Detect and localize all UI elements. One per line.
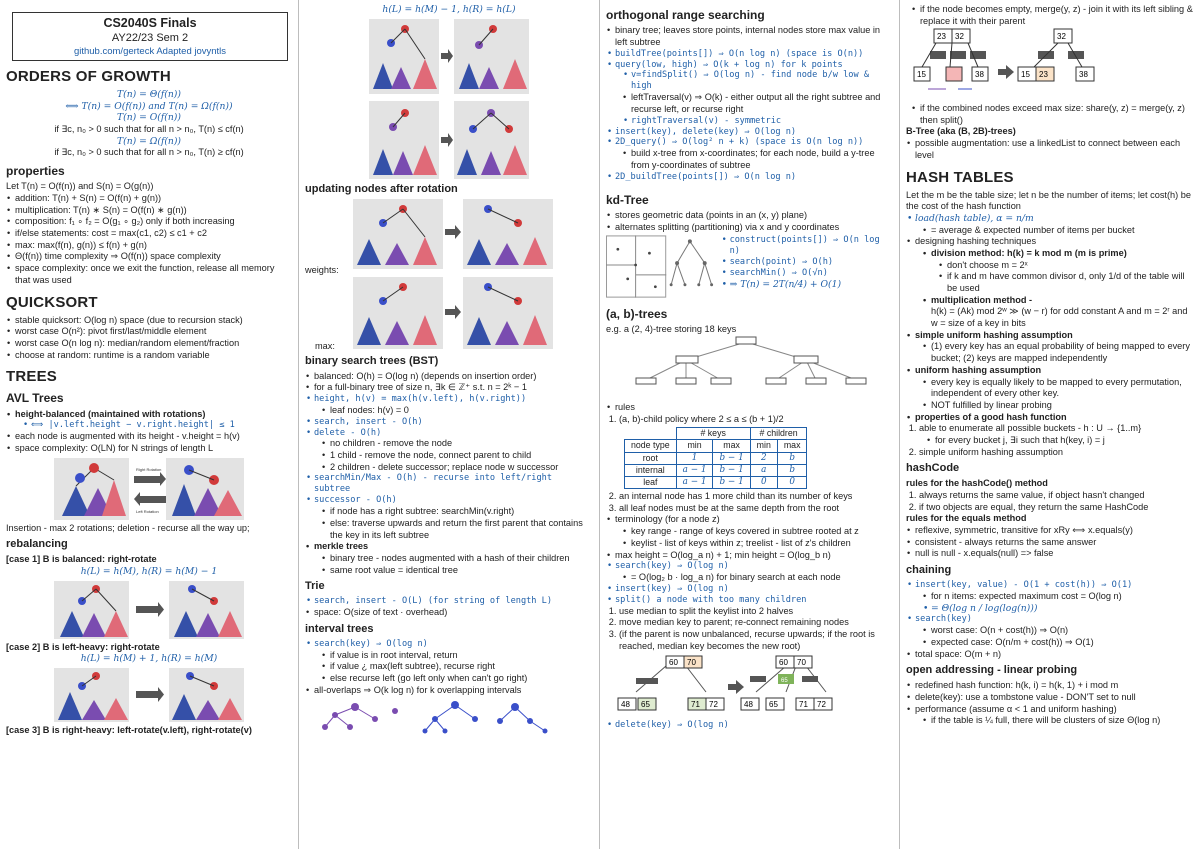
list-item: • properties of a good hash function [915, 412, 1194, 424]
table-row [625, 464, 807, 476]
rotation-label-left: Left Rotation [136, 508, 159, 514]
list-item: • max height = O(log_a n) + 1; min height = O(log_b n) [615, 550, 893, 562]
column-1 [0, 0, 298, 849]
list-item: • query(low, high) ⇒ O(k + log n) for k points [615, 60, 893, 71]
updating-nodes-figure [305, 199, 593, 351]
case-3-figure [305, 19, 593, 179]
table-cell: a [750, 464, 777, 476]
case-3-equation: h(L) = h(M) − 1, h(R) = h(L) [382, 4, 516, 15]
course-title: CS2040S Finals [103, 16, 197, 30]
list-item: • for a full-binary tree of size n, ∃k ∈ ℤ⁺ s.t. n = 2ᵏ − 1 [314, 382, 593, 394]
hash-list [906, 213, 1194, 423]
equals-rules-label: rules for the equals method [906, 513, 1027, 524]
delete-list [606, 720, 893, 731]
list-item: • height-balanced (maintained with rotations) [15, 409, 292, 421]
list-item: • every key is equally likely to be mapped to every permutation, independent of every other key. [931, 377, 1194, 400]
properties-intro: Let T(n) = O(f(n)) and S(n) = O(g(n)) [6, 181, 154, 192]
list-item: • search(key) ⇒ O(log n) [615, 561, 893, 572]
ab-trees-heading: (a, b)-trees [606, 307, 668, 322]
list-item: • addition: T(n) + S(n) = O(f(n) + g(n)) [15, 193, 292, 205]
list-item: • buildTree(points[]) ⇒ O(n log n) (space is O(n)) [615, 49, 893, 60]
table-header: max [777, 440, 807, 452]
split-key: 60 [669, 658, 678, 668]
rules-list [606, 402, 893, 414]
list-item: • successor - O(h) [314, 495, 593, 506]
list-item: • key range - range of keys covered in subtree rooted at z [631, 526, 893, 538]
column-3 [600, 0, 899, 849]
list-item: • redefined hash function: h(k, i) = h(k, 1) + i mod m [915, 680, 1194, 692]
list-item: • performance (assume α < 1 and uniform hashing) [915, 704, 1194, 716]
avl-list [6, 409, 292, 455]
rotation-figure [6, 458, 292, 520]
kd-tree-heading: kd-Tree [606, 192, 649, 207]
kd-tree-figure [606, 235, 715, 301]
case-2-equation: h(L) = h(M) + 1, h(R) = h(M) [80, 653, 218, 665]
list-item: • for every bucket j, ∃i such that h(key, i) = j [935, 435, 1194, 447]
list-item: 2. simple uniform hashing assumption [919, 447, 1194, 459]
list-item: • insert(key) ⇒ O(log n) [615, 584, 893, 595]
split-key: 60 [779, 658, 788, 668]
table-cell: a − 1 [676, 476, 713, 488]
list-item: • worst case O(n log n): median/random element/fraction [15, 338, 292, 350]
semester-label: AY22/23 Sem 2 [111, 31, 189, 44]
bst-heading: binary search trees (BST) [305, 354, 439, 367]
open-addressing-heading: open addressing - linear probing [906, 664, 1078, 677]
list-item: 1. use median to split the keylist into 2 halves [619, 606, 893, 618]
list-item: • space complexity: O(LN) for N strings of length L [15, 443, 292, 455]
ab-example: e.g. a (2, 4)-tree storing 18 keys [606, 324, 737, 335]
chaining-heading: chaining [906, 564, 952, 577]
table-header: # keys [676, 428, 750, 440]
list-item: • multiplication method - [931, 295, 1194, 307]
trie-heading: Trie [305, 580, 325, 593]
list-item: • consistent - always returns the same answer [915, 537, 1194, 549]
growth-def: ⟺ T(n) = O(f(n)) and T(n) = Ω(f(n)) [65, 100, 233, 112]
interval-tree-figure [305, 697, 585, 737]
case-2-figure [6, 668, 292, 722]
list-item: • worst case: O(n + cost(h)) ⇒ O(n) [931, 625, 1194, 637]
list-item: • search(key) [915, 614, 1194, 625]
list-item: • uniform hashing assumption [915, 365, 1194, 377]
table-header: min [750, 440, 777, 452]
case-1-figure [6, 581, 292, 639]
kd-list [606, 210, 893, 233]
table-cell: b − 1 [713, 464, 750, 476]
table-cell: b [777, 464, 807, 476]
split-key: 71 [799, 700, 808, 710]
merge-list [906, 4, 1194, 27]
list-item: 1. (a, b)-child policy where 2 ≤ a ≤ (b + 1)/2 [619, 414, 893, 426]
split-key: 65 [769, 700, 778, 710]
table-header: node type [625, 440, 677, 452]
interval-list [305, 639, 593, 697]
merge-key: 23 [1039, 70, 1048, 80]
list-item: • delete(key) ⇒ O(log n) [615, 720, 893, 731]
list-item: • possible augmentation: use a linkedList to connect between each level [915, 138, 1194, 161]
case-2-label: [case 2] B is left-heavy: right-rotate [6, 641, 160, 652]
list-item: • 2 children - delete successor; replace node w successor [330, 462, 593, 474]
list-item: • binary tree; leaves store points, internal nodes store max value in left subtree [615, 25, 893, 48]
list-item: • reflexive, symmetric, transitive for xRy ⟺ x.equals(y) [915, 525, 1194, 537]
list-item: 2. if two objects are equal, they return the same HashCode [919, 502, 1194, 514]
list-item: • if/else statements: cost = max(c1, c2) ≤ c1 + c2 [15, 228, 292, 240]
list-item: • max: max(f(n), g(n)) ≤ f(n) + g(n) [15, 240, 292, 252]
growth-def: T(n) = Θ(f(n)) [117, 88, 181, 100]
rules-ordered-list [606, 414, 893, 426]
list-item: • alternates splitting (partitioning) via x and y coordinates [615, 222, 893, 234]
list-item: • all-overlaps ⇒ O(k log n) for k overlapping intervals [314, 685, 593, 697]
list-item: • designing hashing techniques [915, 236, 1194, 248]
ab-terms-list [606, 514, 893, 605]
list-item: • if value is in root interval, return [330, 650, 593, 662]
properties-heading: properties [6, 164, 65, 179]
merge-key: 15 [1021, 70, 1030, 80]
hash-tables-heading: HASH TABLES [906, 168, 1014, 186]
list-item: • multiplication: T(n) ∗ S(n) = O(f(n) ∗ g(n)) [15, 205, 292, 217]
merge-key: 38 [1079, 70, 1088, 80]
table-cell: 1 [676, 452, 713, 464]
insertion-note: Insertion - max 2 rotations; deletion - recurse all the way up; [6, 522, 250, 533]
list-item: • simple uniform hashing assumption [915, 330, 1194, 342]
growth-def: if ∃c, n₀ > 0 such that for all n > n₀, T(n) ≤ cf(n) [54, 124, 244, 135]
table-header: # children [750, 428, 807, 440]
list-item: • 2D_query() ⇒ O(log² n + k) (space is O(n log n)) [615, 137, 893, 148]
split-key: 70 [797, 658, 806, 668]
bst-list [305, 371, 593, 577]
merge-key: 23 [937, 32, 946, 42]
growth-def: if ∃c, n₀ > 0 such that for all n > n₀, T(n) ≥ cf(n) [54, 147, 244, 158]
list-item: • delete(key): use a tombstone value - DON'T set to null [915, 692, 1194, 704]
list-item: • searchMin() ⇒ O(√n) [730, 268, 893, 279]
list-item: • stable quicksort: O(log n) space (due to recursion stack) [15, 315, 292, 327]
quicksort-heading: QUICKSORT [6, 293, 98, 311]
rotation-diagram [54, 458, 244, 520]
list-item: 2. move median key to parent; re-connect remaining nodes [619, 617, 893, 629]
case-1-label: [case 1] B is balanced: right-rotate [6, 554, 157, 565]
list-item: • = O(log₂ b · log_a n) for binary search at each node [631, 572, 893, 584]
list-item: 3. (if the parent is now unbalanced, recurse upwards; if the root is reached, median key becomes the new root) [619, 629, 893, 652]
list-item: 1. able to enumerate all possible buckets - h : U → {1..m} [919, 423, 1194, 435]
split-key: 48 [744, 700, 753, 710]
case-3-diagram [369, 19, 529, 179]
rebalancing-heading: rebalancing [6, 538, 68, 551]
trees-heading: TREES [6, 368, 58, 386]
list-item: • ⟺ |v.left.height − v.right.height| ≤ 1 [31, 420, 292, 431]
list-item: • NOT fulfilled by linear probing [931, 400, 1194, 412]
list-item: • total space: O(m + n) [915, 649, 1194, 661]
list-item: • if value ¿ max(left subtree), recurse right [330, 661, 593, 673]
list-item: • insert(key, value) - O(1 + cost(h)) ⇒ O(1) [915, 580, 1194, 591]
split-key: 65 [641, 700, 650, 710]
quicksort-list [6, 315, 292, 362]
orders-of-growth-heading: ORDERS OF GROWTH [6, 67, 171, 85]
split-key: 71 [691, 700, 700, 710]
merge-key: 38 [975, 70, 984, 80]
open-addressing-list [906, 680, 1194, 727]
list-item: • 1 child - remove the node, connect parent to child [330, 450, 593, 462]
list-item: • search(point) ⇒ O(h) [730, 257, 893, 268]
mult-detail: h(k) = (Ak) mod 2ʷ ≫ (w − r) for odd constant A and m = 2ʳ and w = size of a key in bits [931, 306, 1188, 329]
table-cell: internal [625, 464, 677, 476]
case-2-diagram [54, 668, 244, 722]
list-item: • balanced: O(h) = O(log n) (depends on insertion order) [314, 371, 593, 383]
list-item: • space complexity: once we exit the function, release all memory that was used [15, 263, 292, 286]
interval-trees-heading: interval trees [305, 622, 374, 635]
list-item: • construct(points[]) ⇒ O(n log n) [730, 235, 893, 257]
split-key: 65 [781, 678, 788, 685]
list-item: • load(hash table), α = n/m [915, 213, 1194, 225]
split-key: 70 [687, 658, 696, 668]
list-item: • Θ(f(n)) time complexity ⇒ O(f(n)) space complexity [15, 251, 292, 263]
properties-list [6, 193, 292, 287]
trie-list [305, 596, 593, 619]
list-item: • leftTraversal(v) ⇒ O(k) - either output all the right subtree and recurse left, or recurse right [631, 92, 893, 115]
title-box [12, 12, 288, 61]
list-item: • merkle trees [314, 541, 593, 553]
merge-key: 32 [955, 32, 964, 42]
hashcode-rules-label: rules for the hashCode() method [906, 478, 1048, 489]
list-item: • = Θ(log n / log(log(n))) [931, 603, 1194, 615]
list-item: • ⇒ T(n) = 2T(n/4) + O(1) [730, 279, 893, 291]
list-item: 3. all leaf nodes must be at the same depth from the root [619, 503, 893, 515]
list-item: • if k and m have common divisor d, only 1/d of the table will be used [947, 271, 1194, 294]
list-item: • for n items: expected maximum cost = O(log n) [931, 591, 1194, 603]
rules-label: • rules [615, 402, 893, 414]
growth-def: T(n) = O(f(n)) [117, 112, 181, 124]
list-item: • division method: h(k) = k mod m (m is prime) [931, 248, 1194, 260]
list-item: • same root value = identical tree [330, 565, 593, 577]
btree-heading: B-Tree (aka (B, 2B)-trees) [906, 126, 1016, 137]
table-cell: root [625, 452, 677, 464]
list-item: • v=findSplit() ⇒ O(log n) - find node b/w low & high [631, 70, 893, 92]
weights-max-diagram [353, 199, 553, 351]
table-cell: 0 [777, 476, 807, 488]
merge-figure [906, 27, 1156, 99]
list-item: • space: O(size of text · overhead) [314, 607, 593, 619]
rotation-label-right: Right Rotation [136, 466, 162, 472]
hashcode-rules-list [906, 490, 1194, 513]
ab-tree-figure [606, 336, 886, 398]
list-item: • (1) every key has an equal probability of being mapped to every bucket; (2) keys are mapped independently [931, 341, 1194, 364]
btree-list [906, 138, 1194, 161]
ortho-heading: orthogonal range searching [606, 8, 765, 22]
list-item: • null is null - x.equals(null) => false [915, 548, 1194, 560]
hashcode-heading: hashCode [906, 462, 960, 475]
list-item: • expected case: O(n/m + cost(h)) ⇒ O(1) [931, 637, 1194, 649]
column-4 [900, 0, 1200, 849]
case-1-equation: h(L) = h(M), h(R) = h(M) − 1 [80, 565, 218, 577]
list-item: • if the table is ¼ full, there will be clusters of size Θ(log n) [931, 715, 1194, 727]
table-cell: 2 [750, 452, 777, 464]
split-key: 72 [709, 700, 718, 710]
weights-label: weights: [305, 264, 339, 275]
list-item: • if node has a right subtree: searchMin(v.right) [330, 506, 593, 518]
list-item: • search, insert - O(L) (for string of length L) [314, 596, 593, 607]
chaining-list [906, 580, 1194, 660]
credit-link[interactable]: github.com/gerteck Adapted jovyntls [73, 45, 227, 57]
merge-key: 32 [1057, 32, 1066, 42]
table-row [625, 452, 807, 464]
merge-key: 15 [917, 70, 926, 80]
table-cell: a − 1 [676, 464, 713, 476]
list-item: • don't choose m = 2ˣ [947, 260, 1194, 272]
list-item: • leaf nodes: h(v) = 0 [330, 405, 593, 417]
split-figure [606, 652, 886, 716]
updating-nodes-heading: updating nodes after rotation [305, 182, 458, 195]
kd-ops-list [721, 235, 893, 301]
list-item: • binary tree - nodes augmented with a hash of their children [330, 553, 593, 565]
hash-intro: Let the m be the table size; let n be the number of items; let cost(h) be the cost of the hash function [906, 189, 1191, 212]
table-cell: leaf [625, 476, 677, 488]
list-item: • each node is augmented with its height - v.height = h(v) [15, 431, 292, 443]
list-item: • no children - remove the node [330, 438, 593, 450]
list-item: • else recurse left (go left only when can't go right) [330, 673, 593, 685]
hash-props-list [906, 423, 1194, 458]
list-item: 1. always returns the same value, if object hasn't changed [919, 490, 1194, 502]
rules-ordered-list-cont [606, 491, 893, 514]
list-item: • else: traverse upwards and return the first parent that contains the key in its left subtree [330, 518, 593, 541]
ab-tree-table [624, 427, 807, 489]
list-item: • choose at random: runtime is a random variable [15, 350, 292, 362]
avl-heading: AVL Trees [6, 391, 64, 406]
table-cell: 0 [750, 476, 777, 488]
table-header: max [713, 440, 750, 452]
list-item: • if the node becomes empty, merge(y, z) - join it with its left sibling & replace it with their parent [920, 4, 1194, 27]
list-item: • searchMin/Max - O(h) - recurse into left/right subtree [314, 473, 593, 495]
case-1-diagram [54, 581, 244, 639]
equals-list [906, 525, 1194, 560]
list-item: • stores geometric data (points in an (x, y) plane) [615, 210, 893, 222]
list-item: • keylist - list of keys within z; treelist - list of z's children [631, 538, 893, 550]
list-item: • 2D_buildTree(points[]) ⇒ O(n log n) [615, 172, 893, 183]
max-label: max: [315, 340, 335, 351]
share-list [906, 103, 1194, 126]
table-header: min [676, 440, 713, 452]
kd-section [606, 235, 893, 301]
list-item: • search, insert - O(h) [314, 417, 593, 428]
list-item: • height, h(v) = max(h(v.left), h(v.right)) [314, 394, 593, 405]
list-item: • terminology (for a node z) [615, 514, 893, 526]
list-item: • search(key) ⇒ O(log n) [314, 639, 593, 650]
case-3-label: [case 3] B is right-heavy: left-rotate(v.left), right-rotate(v) [6, 724, 252, 735]
list-item: • = average & expected number of items per bucket [931, 225, 1194, 237]
list-item: • worst case O(n²): pivot first/last/middle element [15, 326, 292, 338]
list-item: • delete - O(h) [314, 428, 593, 439]
split-key: 48 [621, 700, 630, 710]
table-cell: b − 1 [713, 452, 750, 464]
split-key: 72 [817, 700, 826, 710]
list-item: 2. an internal node has 1 more child than its number of keys [619, 491, 893, 503]
list-item: • build x-tree from x-coordinates; for each node, build a y-tree from y-coordinates of subtree [631, 148, 893, 171]
growth-def: T(n) = Ω(f(n)) [116, 135, 182, 147]
list-item: • if the combined nodes exceed max size: share(y, z) = merge(y, z) then split() [920, 103, 1194, 126]
ortho-list [606, 25, 893, 182]
table-cell: b − 1 [713, 476, 750, 488]
list-item: • insert(key), delete(key) ⇒ O(log n) [615, 127, 893, 138]
list-item: • composition: f₁ ∘ f₂ = O(g₁ ∘ g₂) only if both increasing [15, 216, 292, 228]
split-steps-list [606, 606, 893, 653]
table-cell: b [777, 452, 807, 464]
table-row [625, 476, 807, 488]
column-2 [299, 0, 599, 849]
list-item: • split() a node with too many children [615, 595, 893, 606]
list-item: • rightTraversal(v) - symmetric [631, 116, 893, 127]
